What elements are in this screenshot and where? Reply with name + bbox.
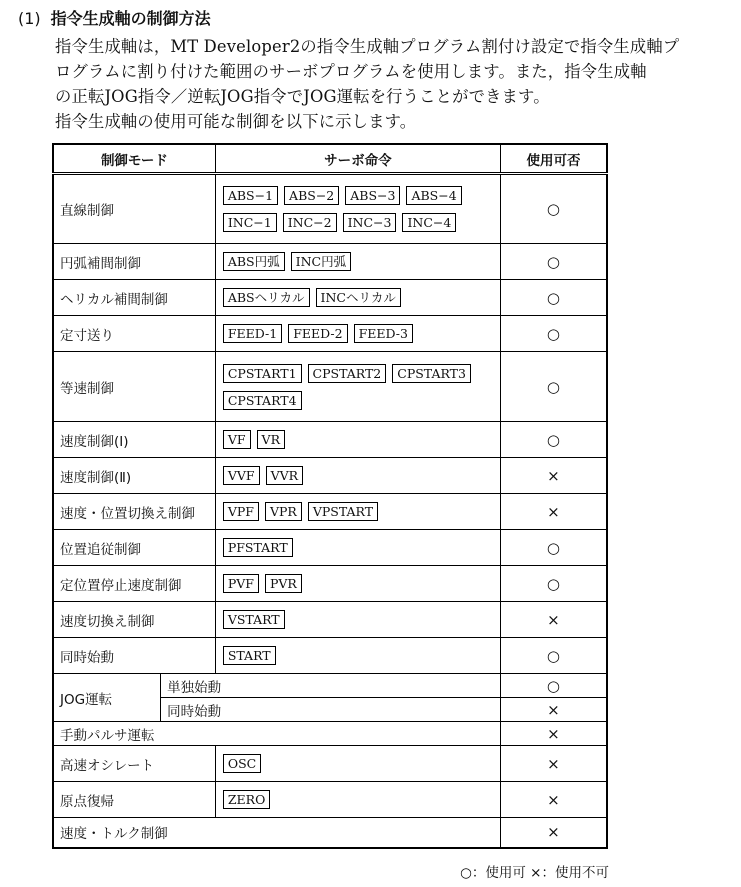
- usable-cell: ×: [500, 494, 607, 530]
- paragraph-line: ログラムに割り付けた範囲のサーボプログラムを使用します。また，指令生成軸: [55, 62, 647, 81]
- command-box: VPF: [223, 502, 259, 521]
- command-line: [223, 606, 500, 633]
- command-box: PFSTART: [223, 538, 293, 557]
- command-cell: [215, 566, 500, 602]
- command-cell: [215, 316, 500, 352]
- command-box: OSC: [223, 754, 261, 773]
- header-usable: 使用可否: [500, 144, 607, 174]
- command-cell: [215, 422, 500, 458]
- sub-mode-cell: 同時始動: [161, 698, 501, 722]
- command-box: VPR: [265, 502, 302, 521]
- control-table: [52, 143, 608, 849]
- mode-cell: ヘリカル補間制御: [53, 280, 215, 316]
- command-box: ABS円弧: [223, 252, 285, 271]
- table-row: [53, 280, 607, 316]
- command-line: [223, 642, 500, 669]
- command-line: [223, 750, 500, 777]
- usable-cell: ○: [500, 638, 607, 674]
- table-row: [53, 602, 607, 638]
- command-box: CPSTART2: [308, 364, 387, 383]
- table-row: [53, 422, 607, 458]
- command-cell: [215, 782, 500, 818]
- table-row: [53, 458, 607, 494]
- usable-cell: ×: [500, 458, 607, 494]
- table-header-row: [53, 144, 607, 174]
- command-line: [223, 182, 500, 209]
- usable-cell: ○: [500, 422, 607, 458]
- table-row: [53, 722, 607, 746]
- table-row: [53, 174, 607, 244]
- usable-cell: ○: [500, 530, 607, 566]
- usable-cell: ○: [500, 174, 607, 244]
- mode-cell: 定位置停止速度制御: [53, 566, 215, 602]
- command-box: CPSTART1: [223, 364, 302, 383]
- command-box: CPSTART3: [392, 364, 471, 383]
- paragraph-line: 指令生成軸の使用可能な制御を以下に示します。: [55, 112, 417, 131]
- mode-cell: 速度・位置切換え制御: [53, 494, 215, 530]
- header-mode: 制御モード: [53, 144, 215, 174]
- command-cell: [215, 244, 500, 280]
- command-box: ABS−4: [406, 186, 461, 205]
- usable-cell: ×: [500, 698, 607, 722]
- section-title: 指令生成軸の制御方法: [50, 9, 211, 28]
- table-row: [53, 352, 607, 422]
- mode-cell: 円弧補間制御: [53, 244, 215, 280]
- command-box: VVR: [266, 466, 303, 485]
- command-cell: [215, 458, 500, 494]
- mode-cell: 速度切換え制御: [53, 602, 215, 638]
- command-box: ZERO: [223, 790, 270, 809]
- mode-cell: 定寸送り: [53, 316, 215, 352]
- command-box: INC−1: [223, 213, 277, 232]
- usable-cell: ○: [500, 316, 607, 352]
- command-cell: [215, 352, 500, 422]
- command-line: [223, 534, 500, 561]
- usable-cell: ×: [500, 602, 607, 638]
- command-box: PVF: [223, 574, 259, 593]
- mode-cell: 速度制御(Ⅱ): [53, 458, 215, 494]
- paragraph-line: 指令生成軸は，MT Developer2の指令生成軸プログラム割付け設定で指令生成軸プ: [55, 37, 680, 56]
- mode-cell: 等速制御: [53, 352, 215, 422]
- command-box: START: [223, 646, 276, 665]
- section-number: (1): [18, 9, 41, 28]
- usable-cell: ○: [500, 352, 607, 422]
- command-line: [223, 320, 500, 347]
- mode-cell: 原点復帰: [53, 782, 215, 818]
- usable-cell: ○: [500, 244, 607, 280]
- mode-cell: 同時始動: [53, 638, 215, 674]
- mode-cell: 位置追従制御: [53, 530, 215, 566]
- command-line: [223, 498, 500, 525]
- table-row: [53, 316, 607, 352]
- usable-cell: ○: [500, 566, 607, 602]
- command-line: [223, 284, 500, 311]
- usable-cell: ×: [500, 722, 607, 746]
- command-box: FEED-3: [354, 324, 413, 343]
- command-line: [223, 462, 500, 489]
- command-cell: [215, 280, 500, 316]
- usable-cell: ×: [500, 746, 607, 782]
- usable-cell: ×: [500, 782, 607, 818]
- header-command: サーボ命令: [215, 144, 500, 174]
- command-box: INC−2: [283, 213, 337, 232]
- mode-cell: 速度制御(Ⅰ): [53, 422, 215, 458]
- command-box: INC−4: [402, 213, 456, 232]
- usable-cell: ○: [500, 674, 607, 698]
- command-box: ABSヘリカル: [223, 288, 310, 307]
- command-cell: [215, 494, 500, 530]
- mode-cell: 速度・トルク制御: [53, 818, 500, 848]
- command-box: VPSTART: [308, 502, 378, 521]
- paragraph-line: の正転JOG指令／逆転JOG指令でJOG運転を行うことができます。: [55, 87, 550, 106]
- command-line: [223, 360, 500, 387]
- mode-cell: 直線制御: [53, 174, 215, 244]
- command-line: [223, 786, 500, 813]
- command-box: VSTART: [223, 610, 285, 629]
- description-paragraph: [55, 34, 735, 134]
- table-row: [53, 566, 607, 602]
- command-cell: [215, 746, 500, 782]
- command-line: [223, 570, 500, 597]
- usable-cell: ○: [500, 280, 607, 316]
- command-box: VR: [257, 430, 285, 449]
- command-line: [223, 209, 500, 236]
- command-box: VF: [223, 430, 251, 449]
- table-row: [53, 638, 607, 674]
- command-line: [223, 426, 500, 453]
- command-line: [223, 387, 500, 414]
- table-row: [53, 244, 607, 280]
- mode-cell: JOG運転: [53, 674, 161, 722]
- command-box: VVF: [223, 466, 260, 485]
- command-line: [223, 248, 500, 275]
- command-cell: [215, 174, 500, 244]
- command-box: FEED-1: [223, 324, 282, 343]
- table-row: [53, 746, 607, 782]
- command-box: PVR: [265, 574, 302, 593]
- usable-cell: ×: [500, 818, 607, 848]
- command-cell: [215, 638, 500, 674]
- command-box: ABS−3: [345, 186, 400, 205]
- section-heading: [18, 6, 211, 29]
- mode-cell: 手動パルサ運転: [53, 722, 500, 746]
- sub-mode-cell: 単独始動: [161, 674, 501, 698]
- table-row: [53, 782, 607, 818]
- command-box: ABS−1: [223, 186, 278, 205]
- table-row: [53, 674, 607, 698]
- table-row: [53, 818, 607, 848]
- legend: ○：使用可 ×：使用不可: [460, 865, 609, 881]
- command-box: CPSTART4: [223, 391, 302, 410]
- mode-cell: 高速オシレート: [53, 746, 215, 782]
- command-box: INC−3: [343, 213, 397, 232]
- command-box: FEED-2: [288, 324, 347, 343]
- command-cell: [215, 530, 500, 566]
- command-box: ABS−2: [284, 186, 339, 205]
- command-box: INC円弧: [291, 252, 351, 271]
- command-box: INCヘリカル: [316, 288, 401, 307]
- table-row: [53, 530, 607, 566]
- table-row: [53, 494, 607, 530]
- command-cell: [215, 602, 500, 638]
